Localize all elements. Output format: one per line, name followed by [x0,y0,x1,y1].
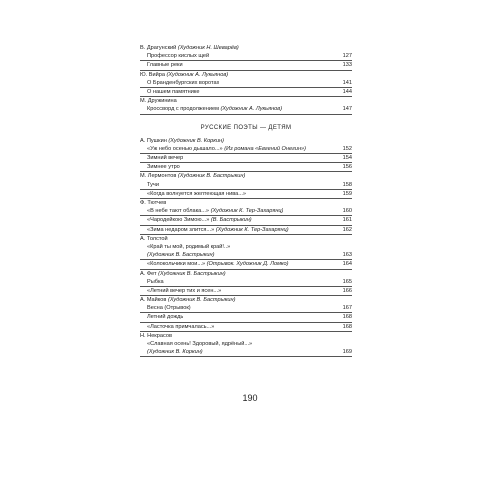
entry-page: 156 [342,164,352,171]
entry-title: «Чародейкою Зимою...» [147,217,211,224]
entry-title: Летний дождь [147,314,184,321]
entry-title-line [140,340,352,348]
author-name: Ю. Вийра [140,71,167,78]
entry-page: 168 [342,323,352,330]
author-line [140,270,352,278]
entry-title: «Славная осень! Здоровый, ядрёный...» [147,341,253,348]
toc-entry [140,181,352,190]
author-line [140,44,352,52]
entry-page: 162 [342,226,352,233]
author-name: Н. Некрасов [140,332,172,339]
entry-page: 127 [342,53,352,60]
entry-page: 160 [342,208,352,215]
toc-entry [140,313,352,322]
entry-page: 158 [342,181,352,188]
entry-credit: (Художник В. Бастрыкин) [147,252,215,259]
author-line [140,71,352,79]
entry-page: 166 [342,287,352,294]
entry-title: «Зима недаром злится...» [147,226,216,233]
entry-title: Зимнее утро [147,164,180,171]
entry-note: (Художник К. Тер-Захарянц) [210,208,284,215]
author-name: А. Толстой [140,235,168,242]
entry-title: «Уж небо осенью дышало...» [147,145,225,152]
entry-text [147,190,246,198]
illustrator-credit: (Художник В. Бастрыкин) [167,297,236,304]
entry-text [147,278,164,286]
author-line [140,97,352,105]
entry-title: «В небе тают облака...» [147,208,211,215]
entry-title: О нашем памятнике [147,88,200,95]
author-name: Ф. Тютчев [140,200,167,207]
entry-note: (Отрывок. Художник Д. Ломко) [206,261,289,268]
illustrator-credit: (Художник А. Лукьянов) [166,71,229,78]
entry-title: «Колокольчики мои...» [147,261,207,268]
entry-text [147,79,219,87]
entry-title: «Летний вечер тих и ясен...» [147,287,222,294]
entry-note: (В. Бастрыкин) [210,217,252,224]
page-number: 190 [242,393,258,403]
toc-entry [140,88,352,97]
entry-title: Профессор кислых щей [147,53,210,60]
toc-entry [140,348,352,357]
entry-credit: (Художник В. Коркин) [147,349,203,356]
entry-page: 159 [342,190,352,197]
toc-entry [140,251,352,260]
entry-title: Весна (Отрывок) [147,305,191,312]
entry-text [147,304,191,312]
entry-text [147,105,282,113]
entry-page: 152 [342,145,352,152]
author-name: А. Фет [140,270,159,277]
entry-title: «Ласточка примчалась...» [147,323,215,330]
entry-title: «Когда волнуется желтеющая нива...» [147,190,247,197]
author-line [140,199,352,207]
entry-text [147,287,221,295]
author-line [140,332,352,340]
entry-page: 163 [342,252,352,259]
toc-entry [140,260,352,269]
author-line [140,172,352,180]
toc-entry [140,79,352,88]
entry-note: (Художник К. Тер-Захарянц) [215,226,289,233]
author-line [140,235,352,243]
entry-page: 147 [342,106,352,113]
entry-title: Кроссворд с продолжением [147,106,221,113]
entry-note: (Из романа «Евгений Онегин») [224,145,307,152]
entry-page: 161 [342,217,352,224]
entry-text [147,216,252,224]
contents-part-2 [140,137,352,358]
toc-entry [140,61,352,70]
entry-text [147,145,306,153]
toc-entry [140,216,352,225]
toc-entry [140,105,352,114]
entry-page: 133 [342,62,352,69]
entry-page: 164 [342,261,352,268]
author-line [140,296,352,304]
entry-page: 154 [342,155,352,162]
contents-part-1 [140,44,352,115]
entry-text [147,61,183,69]
toc-entry [140,190,352,199]
illustrator-credit: (Художник Н. Шеварёв) [177,45,239,51]
toc-entry [140,323,352,332]
toc-entry [140,145,352,154]
entry-title: Тучи [147,181,159,188]
entry-text [147,163,180,171]
entry-text [147,154,183,162]
entry-text [147,313,183,321]
entry-note: (Художник А. Лукьянов) [220,106,283,113]
entry-page: 141 [342,79,352,86]
toc-entry [140,154,352,163]
toc-entry [140,226,352,235]
author-name: А. Майков [140,297,168,304]
entry-text [147,323,214,331]
illustrator-credit: (Художник В. Бастрыкин) [177,173,246,180]
toc-entry [140,163,352,172]
entry-title: «Край ты мой, родимый край!..» [147,243,231,250]
entry-text [147,88,200,96]
toc-entry [140,52,352,61]
entry-page: 168 [342,314,352,321]
table-of-contents [140,44,352,357]
entry-text [147,226,289,234]
entry-page: 144 [342,88,352,95]
entry-text [147,207,283,215]
entry-title-line [140,243,352,251]
entry-page: 167 [342,305,352,312]
illustrator-credit: (Художник В. Бастрыкин) [158,270,226,277]
entry-text [147,181,159,189]
author-name: М. Лермонтов [140,173,178,180]
entry-title: О Бранденбургских воротах [147,79,220,86]
entry-title: Зимний вечер [147,155,184,162]
entry-title: Рыбка [147,278,164,285]
illustrator-credit: (Художник В. Коркин) [168,137,224,144]
section-title: РУССКИЕ ПОЭТЫ — ДЕТЯМ [200,124,292,131]
entry-page: 169 [342,349,352,356]
entry-text [147,52,209,60]
author-name: А. Пушкин [140,137,169,144]
entry-text [147,260,289,268]
author-name: М. Дружинина [140,98,177,105]
entry-title: Главные реки [147,62,183,69]
toc-entry [140,287,352,296]
toc-entry [140,304,352,313]
author-line [140,137,352,145]
toc-entry [140,207,352,216]
toc-entry [140,278,352,287]
author-name: В. Драгунский [140,45,178,51]
entry-page: 165 [342,278,352,285]
